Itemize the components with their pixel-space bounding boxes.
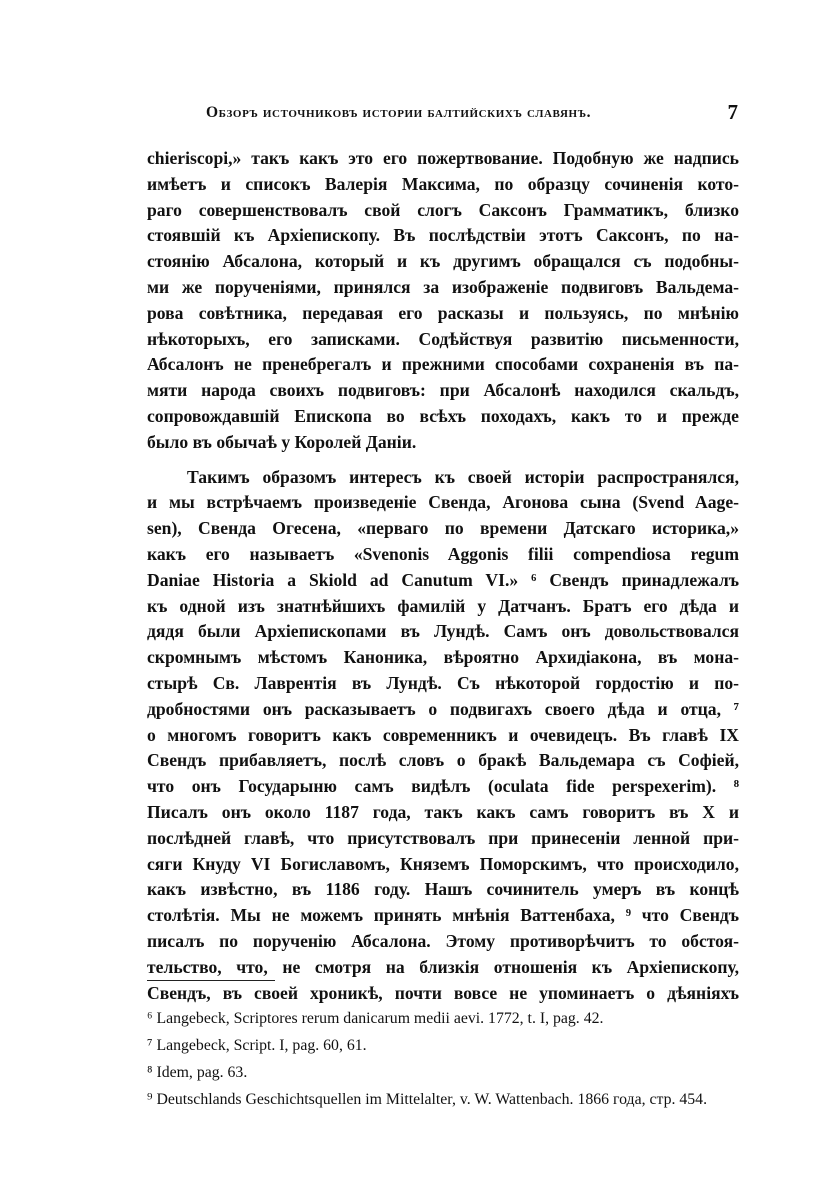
text-line: Писалъ онъ около 1187 года, такъ какъ самъ говоритъ въ X и [147,801,739,822]
footnote: ⁷ Langebeck, Script. I, pag. 60, 61. [147,1037,367,1054]
text-line: сопровождавшій Епископа во всѣхъ походахъ, какъ то и прежде [147,405,739,426]
text-line: какъ его называетъ «Svenonis Aggonis filii compendiosa regum [147,543,739,564]
running-title: Обзоръ источниковъ истории балтийскихъ славянъ. [206,104,592,121]
text-line: было въ обычаѣ у Королей Даніи. [147,431,417,452]
text-line: столѣтія. Мы не можемъ принять мнѣнія Ваттенбаха, ⁹ что Свендъ [147,905,739,926]
text-line: стоянію Абсалона, который и къ другимъ обращался съ подобны- [147,251,739,272]
footnote: ⁸ Idem, pag. 63. [147,1064,248,1081]
text-line: и мы встрѣчаемъ произведеніе Свенда, Агонова сына (Svend Aage- [147,492,739,513]
text-line: о многомъ говоритъ какъ современникъ и очевидецъ. Въ главѣ IX [147,724,739,745]
text-line: дробностями онъ расказываетъ о подвигахъ своего дѣда и отца, ⁷ [147,698,739,719]
footnote: ⁹ Deutschlands Geschichtsquellen im Mittelalter, v. W. Wattenbach. 1866 года, стр. 454. [147,1091,708,1108]
footnote: ⁶ Langebeck, Scriptores rerum danicarum medii aevi. 1772, t. I, pag. 42. [147,1010,604,1027]
text-line: имѣетъ и списокъ Валерія Максима, по образцу сочиненія кото- [147,173,739,194]
text-line: послѣдней главѣ, что присутствовалъ при принесеніи ленной при- [147,827,739,848]
text-line: Абсалонъ не пренебрегалъ и прежними способами сохраненія въ па- [147,354,739,375]
text-line: къ одной изъ знатнѣйшихъ фамилій у Датчанъ. Братъ его дѣда и [147,595,739,616]
paragraph [147,146,739,456]
text-line: sen), Свенда Огесена, «перваго по времени Датскаго историка,» [147,518,739,539]
text-line: тельство, что, не смотря на близкія отношенія къ Архіепископу, [147,956,739,977]
paragraph-gap [147,456,739,465]
footnote-divider [147,980,275,981]
text-line: что онъ Государыню самъ видѣлъ (oculata fide perspexerim). ⁸ [147,776,739,797]
text-line: нѣкоторыхъ, его записками. Содѣйствуя развитію письменности, [147,328,739,349]
text-line: какъ извѣстно, въ 1186 году. Нашъ сочинитель умеръ въ концѣ [147,879,739,900]
text-line: сяги Кнуду VI Богиславомъ, Княземъ Поморскимъ, что происходило, [147,853,739,874]
text-line: стырѣ Св. Лаврентія въ Лундѣ. Съ нѣкоторой гордостію и по- [147,672,739,693]
text-line: писалъ по порученію Абсалона. Этому противорѣчитъ то обстоя- [147,930,739,951]
text-line: мяти народа своихъ подвиговъ: при Абсалонѣ находился скальдъ, [147,380,739,401]
text-line: рова совѣтника, передавая его расказы и пользуясь, по мнѣнію [147,302,739,323]
text-line: Свендъ прибавляетъ, послѣ словъ о бракѣ Вальдемара съ Софіей, [147,750,739,771]
text-line: скромнымъ мѣстомъ Каноника, вѣроятно Архидіакона, въ мона- [147,647,739,668]
footnotes [147,1005,739,1113]
text-line: Такимъ образомъ интересъ къ своей исторіи распространялся, [187,466,739,487]
text-line: стоявшій къ Архіепископу. Въ послѣдствіи этотъ Саксонъ, по на- [147,225,739,246]
body-text [147,146,739,1006]
text-line: Daniae Historia a Skiold ad Canutum VI.» ⁶ Свендъ принадлежалъ [147,569,739,590]
page-header [148,100,738,130]
paragraph [147,465,739,1007]
text-line: ми же порученіями, принялся за изображеніе подвиговъ Вальдема- [147,276,739,297]
page-number: 7 [727,100,738,124]
text-line: Свендъ, въ своей хроникѣ, почти вовсе не упоминаетъ о дѣяніяхъ [147,982,739,1003]
text-line: дядя были Архіепископами въ Лундѣ. Самъ онъ довольствовался [147,621,739,642]
text-line: раго совершенствовалъ свой слогъ Саксонъ Грамматикъ, близко [147,199,739,220]
text-line: chieriscopi,» такъ какъ это его пожертвование. Подобную же надпись [147,148,739,168]
